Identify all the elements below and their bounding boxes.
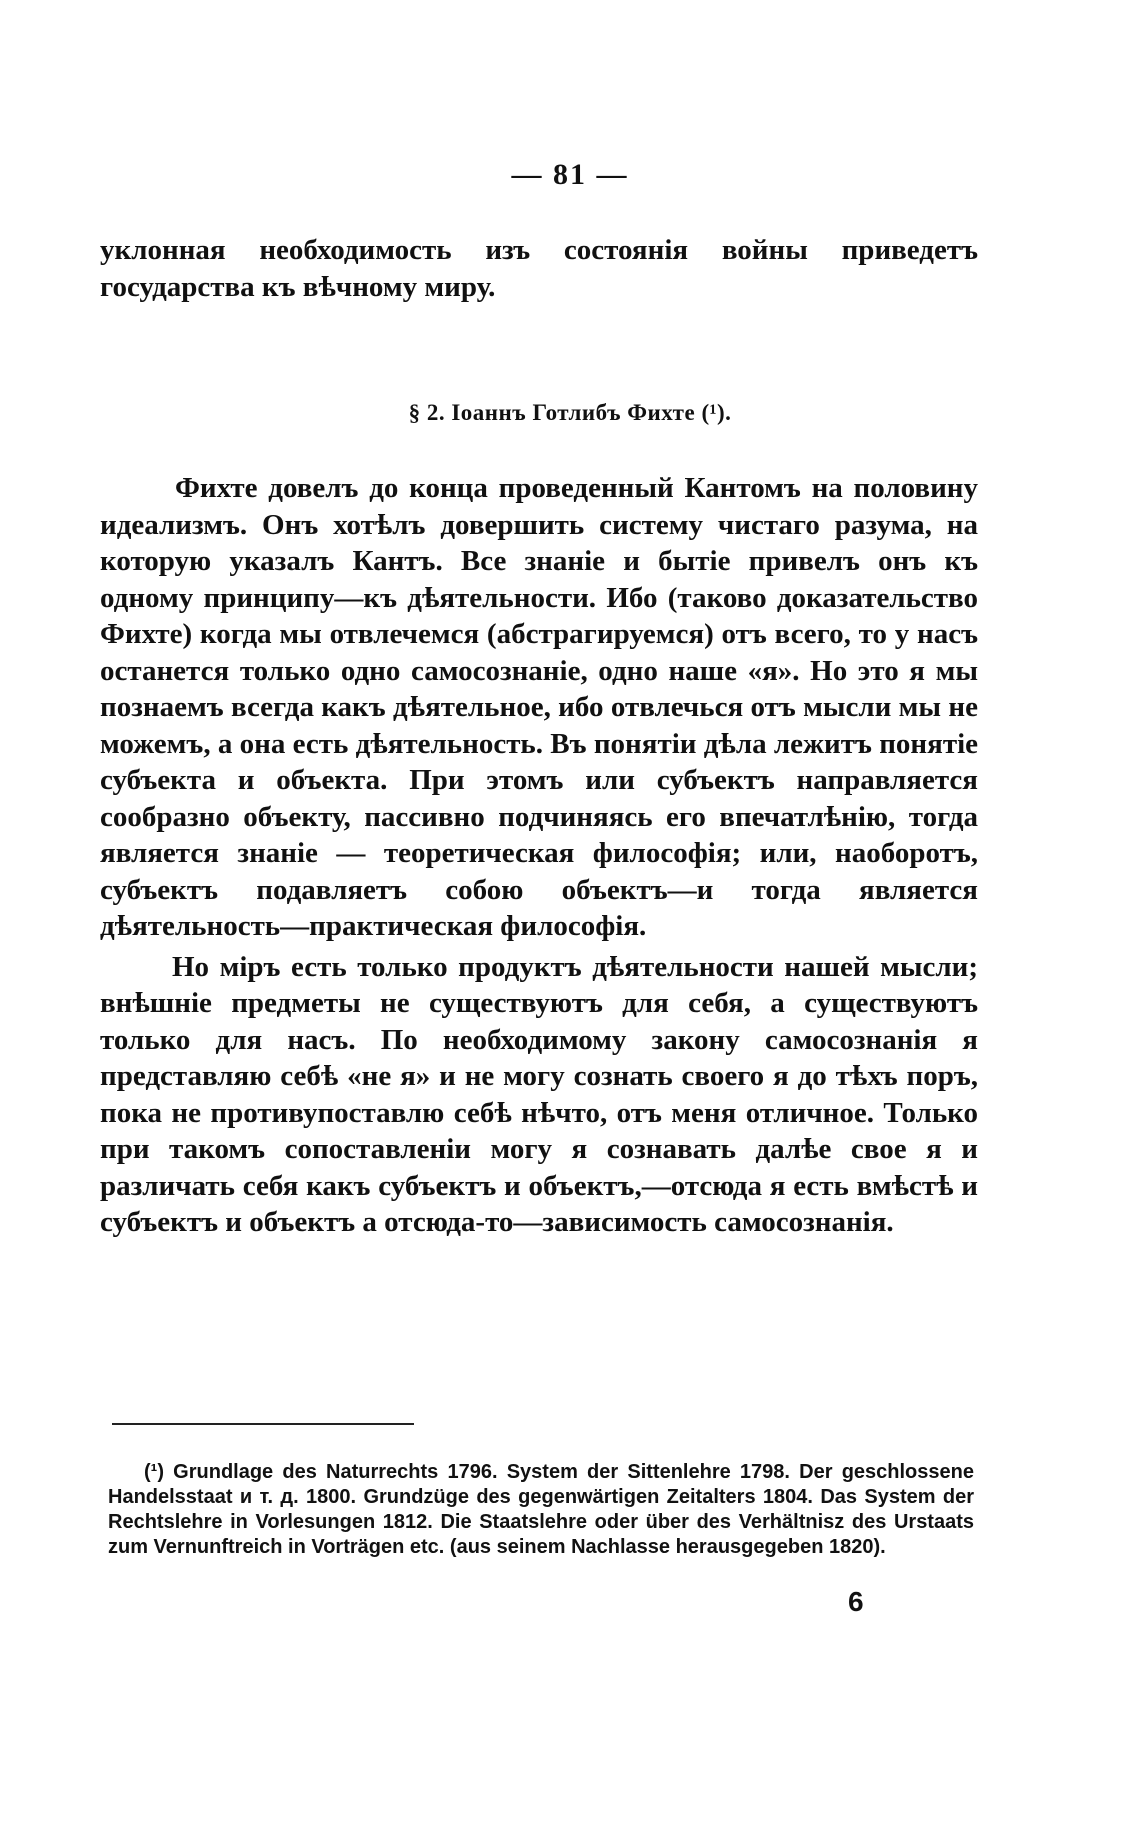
body-paragraph-1: Фихте довелъ до конца проведенный Кантомъ на половину идеализмъ. Онъ хотѣлъ довершить систему чистаго разума, на которую указалъ Кантъ. Все знаніе и бытіе привелъ онъ къ одному принципу—къ дѣятельности. Ибо (таково доказательство Фихте) когда мы отвлечемся (абстрагируемся) отъ всего, то у насъ останется только одно самосознаніе, одно наше «я». Но это я мы познаемъ всегда какъ дѣятельное, ибо отвлечься отъ мысли мы не можемъ, а она есть дѣятельность. Въ понятіи дѣла лежитъ понятіе субъекта и объекта. При этомъ или субъектъ направляется сообразно объекту, пассивно подчиняясь его впечатлѣнію, тогда является знаніе — теоретическая философія; или, наоборотъ, субъектъ подавляетъ собою объектъ—и тогда является дѣятельность—практическая философія. bbox=[100, 472, 978, 942]
footnote-text: (¹) Grundlage des Naturrechts 1796. System der Sittenlehre 1798. Der geschlossene Handelsstaat и т. д. 1800. Grundzüge des gegenwärtigen Zeitalters 1804. Das System der Rechtslehre in Vorlesungen 1812. Die Staatslehre oder über des Verhältnisz des Urstaats zum Vernunftreich in Vorträgen etc. (aus seinem Nachlasse herausgegeben 1820). bbox=[108, 1461, 974, 1558]
section-heading bbox=[0, 400, 1140, 426]
page-number: — 81 — bbox=[511, 158, 629, 191]
continuation-paragraph: уклонная необходимость изъ состоянія войны приведетъ государства къ вѣчному миру. bbox=[100, 234, 978, 303]
footnote-block bbox=[108, 1460, 974, 1560]
section-title-period: . bbox=[725, 400, 732, 425]
continuation-text-block bbox=[100, 232, 978, 305]
signature-mark: 6 bbox=[848, 1586, 864, 1617]
footnote-divider bbox=[112, 1423, 414, 1425]
section-title: § 2. Іоаннъ Готлибъ Фихте bbox=[408, 400, 696, 425]
body-paragraph-2: Но міръ есть только продуктъ дѣятельности нашей мысли; внѣшніе предметы не существуютъ для себя, а существуютъ только для насъ. По необходимому закону самосознанія я представляю себѣ «не я» и не могу сознать своего я до тѣхъ поръ, пока не противупоставлю себѣ нѣчто, отъ меня отличное. Только при такомъ сопоставленіи могу я сознавать далѣе свое я и различать себя какъ субъектъ и объектъ,—отсюда я есть вмѣстѣ и субъектъ и объектъ а отсюда-то—зависимость самосознанія. bbox=[100, 950, 978, 1238]
section-footnote-ref: (¹) bbox=[701, 400, 726, 425]
body-text-block bbox=[100, 470, 978, 1241]
